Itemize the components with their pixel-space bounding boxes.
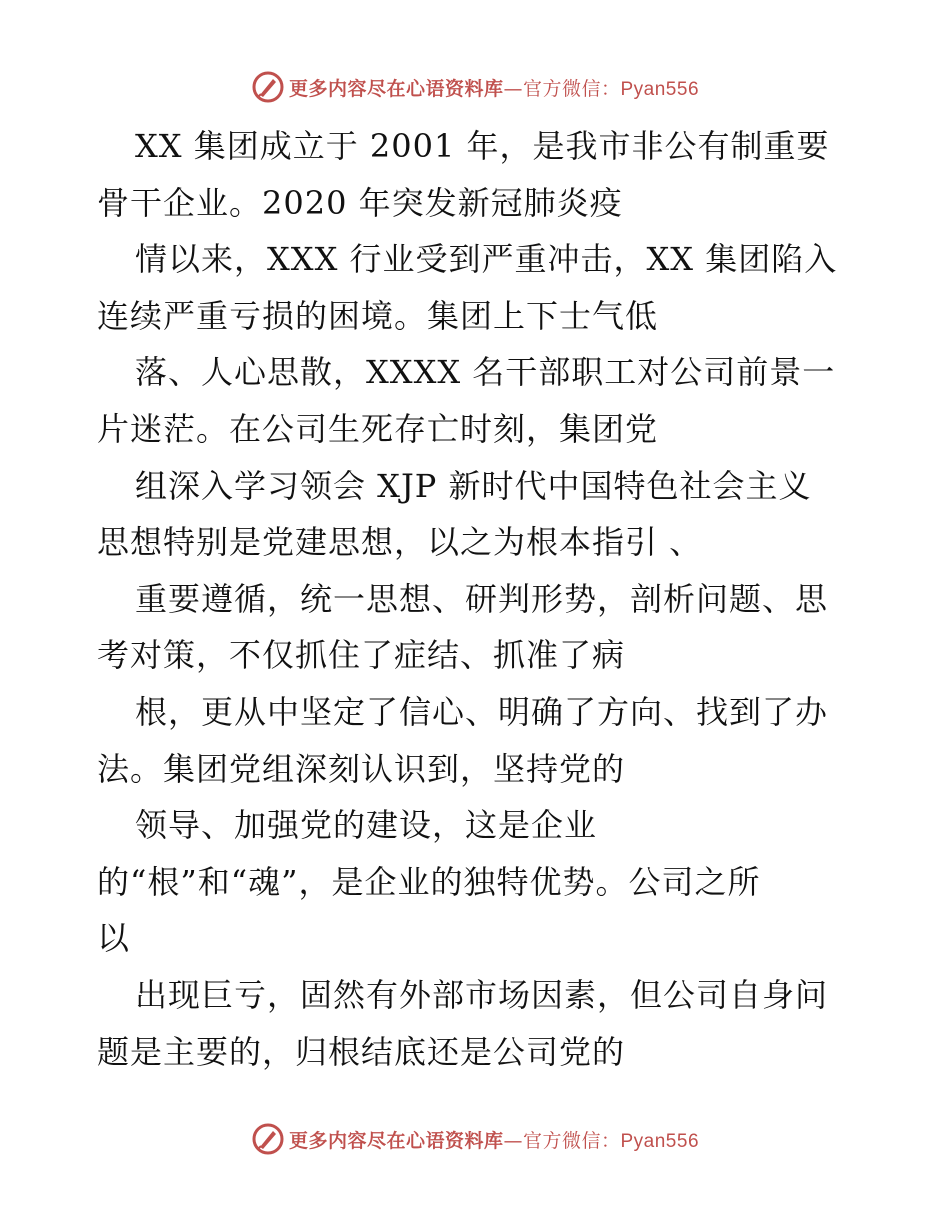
body-line: 领导、加强党的建设，这是企业 bbox=[135, 806, 598, 845]
body-line: 落、人心思散，XXXX 名干部职工对公司前景一 bbox=[135, 353, 836, 392]
banner-text-dash: — bbox=[503, 77, 523, 100]
banner-account: Pyan556 bbox=[620, 1130, 700, 1152]
quill-pen-logo-icon bbox=[251, 1122, 285, 1156]
body-line: 以 bbox=[97, 919, 131, 958]
body-line: 法。集团党组深刻认识到，坚持党的 bbox=[97, 749, 626, 788]
footer-watermark-banner bbox=[0, 1122, 950, 1156]
banner-text bbox=[289, 1126, 699, 1153]
quill-pen-logo-icon bbox=[251, 70, 285, 104]
body-line: 根，更从中坚定了信心、明确了方向、找到了办 bbox=[135, 692, 829, 731]
body-line: XX 集团成立于 2001 年，是我市非公有制重要 bbox=[135, 127, 830, 165]
banner-account: Pyan556 bbox=[620, 78, 700, 100]
body-line: 考对策，不仅抓住了症结、抓准了病 bbox=[97, 636, 626, 675]
banner-text-dash: — bbox=[503, 1129, 523, 1152]
document-body bbox=[97, 118, 877, 1080]
body-line: 片迷茫。在公司生死存亡时刻，集团党 bbox=[97, 409, 659, 448]
banner-text bbox=[289, 74, 699, 101]
body-line: 组深入学习领会 XJP 新时代中国特色社会主义 bbox=[135, 466, 812, 505]
body-line: 的“根”和“魂”，是企业的独特优势。公司之所 bbox=[97, 862, 761, 901]
banner-text-main: 更多内容尽在心语资料库 bbox=[288, 1129, 504, 1152]
header-watermark-banner bbox=[0, 70, 950, 104]
body-line: 重要遵循，统一思想、研判形势，剖析问题、思 bbox=[135, 579, 829, 618]
banner-text-official: 官方微信： bbox=[522, 1129, 621, 1152]
body-line: 思想特别是党建思想，以之为根本指引 、 bbox=[97, 523, 703, 562]
body-line: 题是主要的，归根结底还是公司党的 bbox=[97, 1032, 626, 1071]
banner-text-official: 官方微信： bbox=[522, 77, 621, 100]
body-line: 情以来，XXX 行业受到严重冲击，XX 集团陷入 bbox=[135, 240, 838, 279]
body-line: 连续严重亏损的困境。集团上下士气低 bbox=[97, 296, 659, 335]
banner-text-main: 更多内容尽在心语资料库 bbox=[288, 77, 504, 100]
body-line: 出现巨亏，固然有外部市场因素，但公司自身问 bbox=[135, 975, 829, 1014]
body-line: 骨干企业。2020 年突发新冠肺炎疫 bbox=[97, 183, 623, 222]
